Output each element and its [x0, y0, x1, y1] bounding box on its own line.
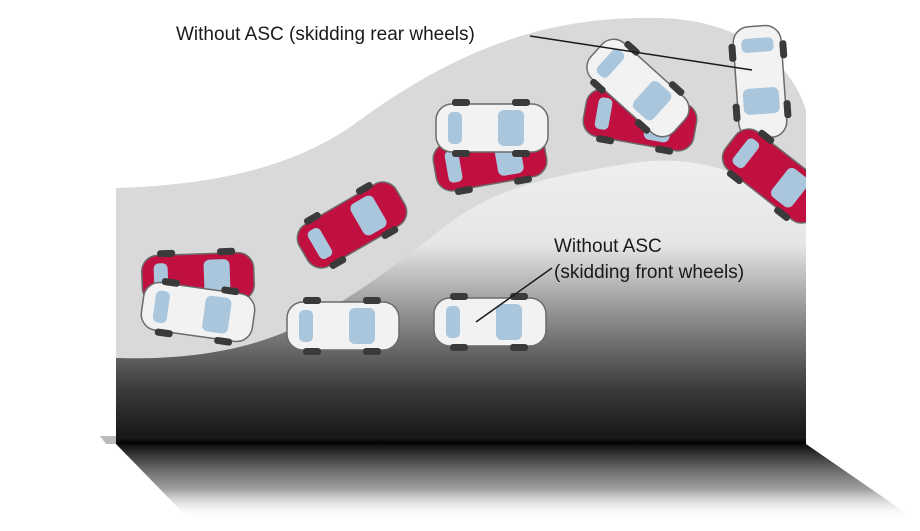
ground-edge-left — [100, 436, 116, 444]
ground-edge — [116, 436, 806, 444]
label-rear-skid: Without ASC (skidding rear wheels) — [176, 24, 475, 45]
car-white-2 — [287, 297, 399, 355]
label-front-skid — [554, 234, 744, 286]
car-white-3 — [434, 293, 546, 351]
car-white-4 — [436, 99, 548, 157]
label-front-skid-line2: (skidding front wheels) — [554, 262, 745, 283]
board-right-mask — [806, 0, 920, 436]
floor-shadow — [116, 444, 916, 520]
label-front-skid-line1: Without ASC — [554, 236, 662, 257]
